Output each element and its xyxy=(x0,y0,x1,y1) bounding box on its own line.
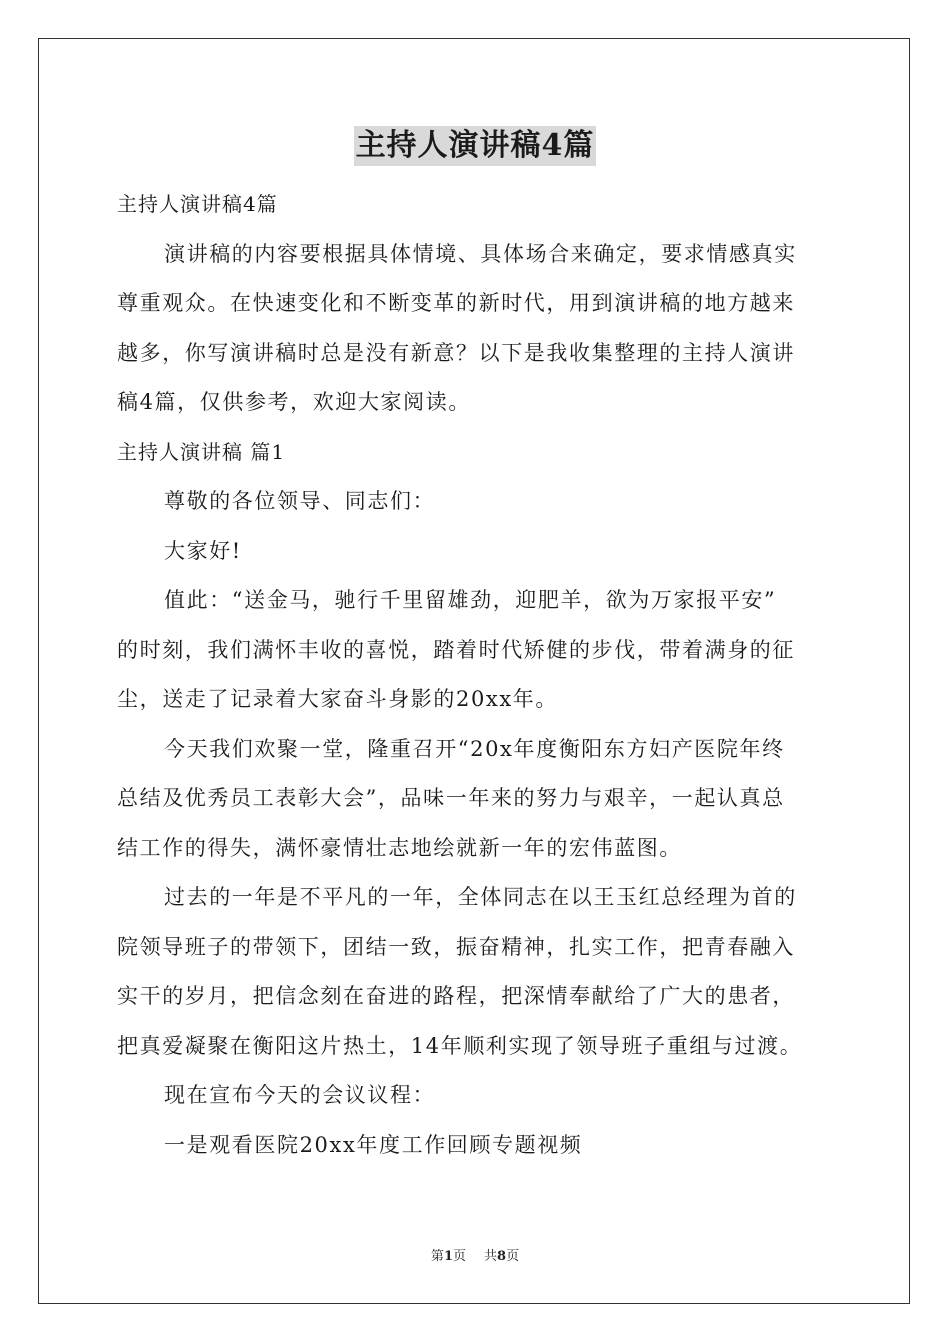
title-container xyxy=(0,126,950,166)
document-title: 主持人演讲稿4篇 xyxy=(354,126,597,166)
paragraph-line: 把真爱凝聚在衡阳这片热土，14年顺利实现了领导班子重组与过渡。 xyxy=(117,1033,803,1058)
paragraph-line: 实干的岁月，把信念刻在奋进的路程，把深情奉献给了广大的患者， xyxy=(117,984,795,1008)
intro-line: 稿4篇，仅供参考，欢迎大家阅读。 xyxy=(117,390,471,414)
total-suffix: 页 xyxy=(506,1249,520,1264)
intro-line: 尊重观众。在快速变化和不断变革的新时代，用到演讲稿的地方越来 xyxy=(117,291,795,315)
total-prefix: 共 xyxy=(484,1249,498,1264)
paragraph-line: 现在宣布今天的会议议程： xyxy=(164,1083,436,1107)
paragraph-line: 值此：“送金马，驰行千里留雄劲，迎肥羊，欲为万家报平安” xyxy=(164,588,777,612)
document-subtitle: 主持人演讲稿4篇 xyxy=(117,192,278,216)
paragraph-line: 总结及优秀员工表彰大会”，品味一年来的努力与艰辛，一起认真总 xyxy=(117,786,785,810)
document-body xyxy=(117,180,833,1170)
intro-line: 越多，你写演讲稿时总是没有新意？以下是我收集整理的主持人演讲 xyxy=(117,340,795,365)
greeting: 尊敬的各位领导、同志们： xyxy=(164,489,436,513)
page-suffix: 页 xyxy=(452,1249,466,1264)
paragraph-line: 结工作的得失，满怀豪情壮志地绘就新一年的宏伟蓝图。 xyxy=(117,835,682,860)
paragraph-line: 过去的一年是不平凡的一年，全体同志在以王玉红总经理为首的 xyxy=(164,885,797,909)
page-footer xyxy=(0,1248,950,1266)
section-heading: 主持人演讲稿 篇1 xyxy=(117,439,286,464)
total-pages: 8 xyxy=(497,1249,507,1264)
hello: 大家好! xyxy=(164,538,242,563)
paragraph-line: 今天我们欢聚一堂，隆重召开“20x年度衡阳东方妇产医院年终 xyxy=(164,736,785,761)
paragraph-line: 尘，送走了记录着大家奋斗身影的20xx年。 xyxy=(117,687,559,711)
page-number: 1 xyxy=(443,1249,453,1264)
intro-line: 演讲稿的内容要根据具体情境、具体场合来确定，要求情感真实 xyxy=(164,241,797,266)
paragraph-line: 的时刻，我们满怀丰收的喜悦，踏着时代矫健的步伐，带着满身的征 xyxy=(117,637,795,662)
paragraph-line: 院领导班子的带领下，团结一致，振奋精神，扎实工作，把青春融入 xyxy=(117,934,795,959)
page-prefix: 第 xyxy=(430,1249,444,1264)
paragraph-line: 一是观看医院20xx年度工作回顾专题视频 xyxy=(164,1132,583,1157)
